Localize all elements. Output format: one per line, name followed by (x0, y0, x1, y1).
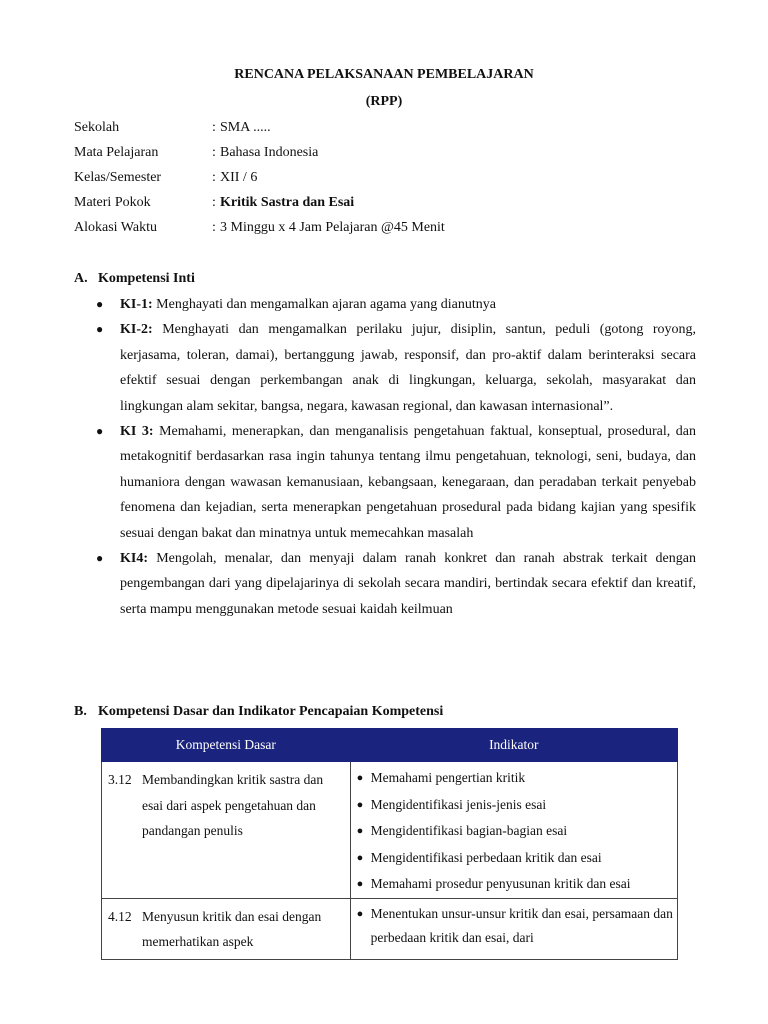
ki-code: KI4: (120, 551, 148, 567)
indicator-cell (350, 762, 677, 899)
ki-text: Mengolah, menalar, dan menyaji dalam ranah konkret dan ranah abstrak terkait dengan pengembangan dari yang dipelajarinya di sekolah secara mandiri, bertindak secara efektif dan kreatif, serta mampu menggunakan metode sesuai kaidah keilmuan (120, 551, 696, 617)
indicator-text: Mengidentifikasi bagian-bagian esai (370, 823, 568, 838)
info-value: Bahasa Indonesia (220, 145, 319, 160)
kd-cell (102, 762, 351, 899)
bullet-icon: ● (356, 878, 364, 890)
bullet-icon: ● (356, 798, 364, 811)
kompetensi-inti-list (96, 292, 696, 622)
info-row-kelas-semester (74, 167, 714, 189)
list-item (96, 419, 696, 546)
ki-text: Menghayati dan mengamalkan perilaku jujur, disiplin, santun, peduli (gotong royong, kerjasama, toleran, damai), bertanggung jawab, responsif, dan pro-aktif dalam berinteraksi secara efektif sesuai dengan perkembangan anak di lingkungan, keluarga, sekolah, masyarakat dan lingkungan alam sekitar, bangsa, negara, kawasan regional, dan kawasan internasional”. (120, 322, 696, 414)
kd-number: 4.12 (108, 908, 132, 924)
document-subtitle: (RPP) (365, 94, 403, 109)
bullet-icon: ● (356, 851, 364, 864)
info-separator: : (212, 195, 216, 210)
document-title: RENCANA PELAKSANAAN PEMBELAJARAN (234, 67, 534, 82)
list-item (96, 546, 696, 622)
indicator-text: Mengidentifikasi jenis-jenis esai (370, 796, 547, 812)
info-label: Sekolah (74, 120, 120, 135)
kd-number: 3.12 (108, 772, 132, 787)
info-label: Mata Pelajaran (74, 145, 159, 160)
column-header: Indikator (350, 729, 677, 762)
list-item (357, 765, 673, 792)
kd-cell (102, 898, 351, 959)
indicator-text: Memahami pengertian kritik (370, 770, 526, 785)
list-item (357, 902, 673, 950)
info-separator: : (212, 120, 216, 135)
info-row-sekolah (74, 117, 714, 139)
info-separator: : (212, 170, 216, 185)
info-value: Kritik Sastra dan Esai (220, 195, 355, 210)
info-separator: : (212, 145, 216, 160)
bullet-icon: ● (96, 551, 104, 566)
ki-code: KI-2: (120, 322, 153, 338)
table-row (102, 762, 678, 899)
kd-indicator-table (101, 728, 678, 960)
indicator-cell (350, 898, 677, 959)
section-letter: A. (74, 271, 88, 286)
info-value: 3 Minggu x 4 Jam Pelajaran @45 Menit (220, 220, 445, 235)
section-a-heading (74, 268, 195, 290)
section-letter: B. (74, 704, 87, 719)
indicator-text: Mengidentifikasi perbedaan kritik dan esai (370, 849, 602, 865)
info-label: Kelas/Semester (74, 170, 162, 185)
list-item (96, 317, 696, 419)
table-row (102, 898, 678, 959)
section-title: Kompetensi Dasar dan Indikator Pencapaian Kompetensi (98, 704, 444, 719)
ki-text: Memahami, menerapkan, dan menganalisis pengetahuan faktual, konseptual, prosedural, dan metakognitif berdasarkan rasa ingin tahunya tentang ilmu pengetahuan, teknologi, seni, budaya, dan humaniora dengan wawasan kemanusiaan, kebangsaan, kenegaraan, dan peradaban terkait penyebab fenomena dan kejadian, serta menerapkan pengetahuan prosedural pada bidang kajian yang spesifik sesuai dengan bakat dan minatnya untuk memecahkan masalah (120, 424, 696, 541)
bullet-icon: ● (356, 772, 364, 784)
ki-text: Menghayati dan mengamalkan ajaran agama yang dianutnya (152, 297, 496, 312)
table-header-row (102, 729, 678, 762)
section-b-heading (74, 701, 443, 723)
info-value: XII / 6 (220, 170, 258, 185)
kd-text: Menyusun kritik dan esai dengan memerhatikan aspek (142, 908, 322, 949)
indicator-text: Memahami prosedur penyusunan kritik dan esai (370, 876, 631, 891)
indicator-text: Menentukan unsur-unsur kritik dan esai, persamaan dan perbedaan kritik dan esai, dari (370, 905, 673, 945)
list-item (357, 871, 673, 898)
bullet-icon: ● (96, 297, 104, 311)
list-item (357, 818, 673, 845)
info-separator: : (212, 220, 216, 235)
ki-code: KI-1: (120, 297, 153, 312)
kd-text: Membandingkan kritik sastra dan esai dari aspek pengetahuan dan pandangan penulis (142, 772, 324, 838)
column-header: Kompetensi Dasar (102, 729, 351, 762)
bullet-icon: ● (96, 424, 104, 439)
list-item (357, 845, 673, 872)
info-row-alokasi-waktu (74, 217, 714, 239)
info-row-materi-pokok (74, 192, 714, 214)
info-value: SMA ..... (220, 120, 271, 135)
info-label: Alokasi Waktu (74, 220, 157, 235)
list-item (357, 792, 673, 819)
ki-code: KI 3: (120, 424, 154, 440)
list-item (96, 292, 696, 317)
bullet-icon: ● (356, 907, 364, 920)
info-row-mata-pelajaran (74, 142, 714, 164)
bullet-icon: ● (356, 825, 364, 837)
info-label: Materi Pokok (74, 195, 151, 210)
section-title: Kompetensi Inti (98, 271, 195, 286)
bullet-icon: ● (96, 322, 104, 337)
